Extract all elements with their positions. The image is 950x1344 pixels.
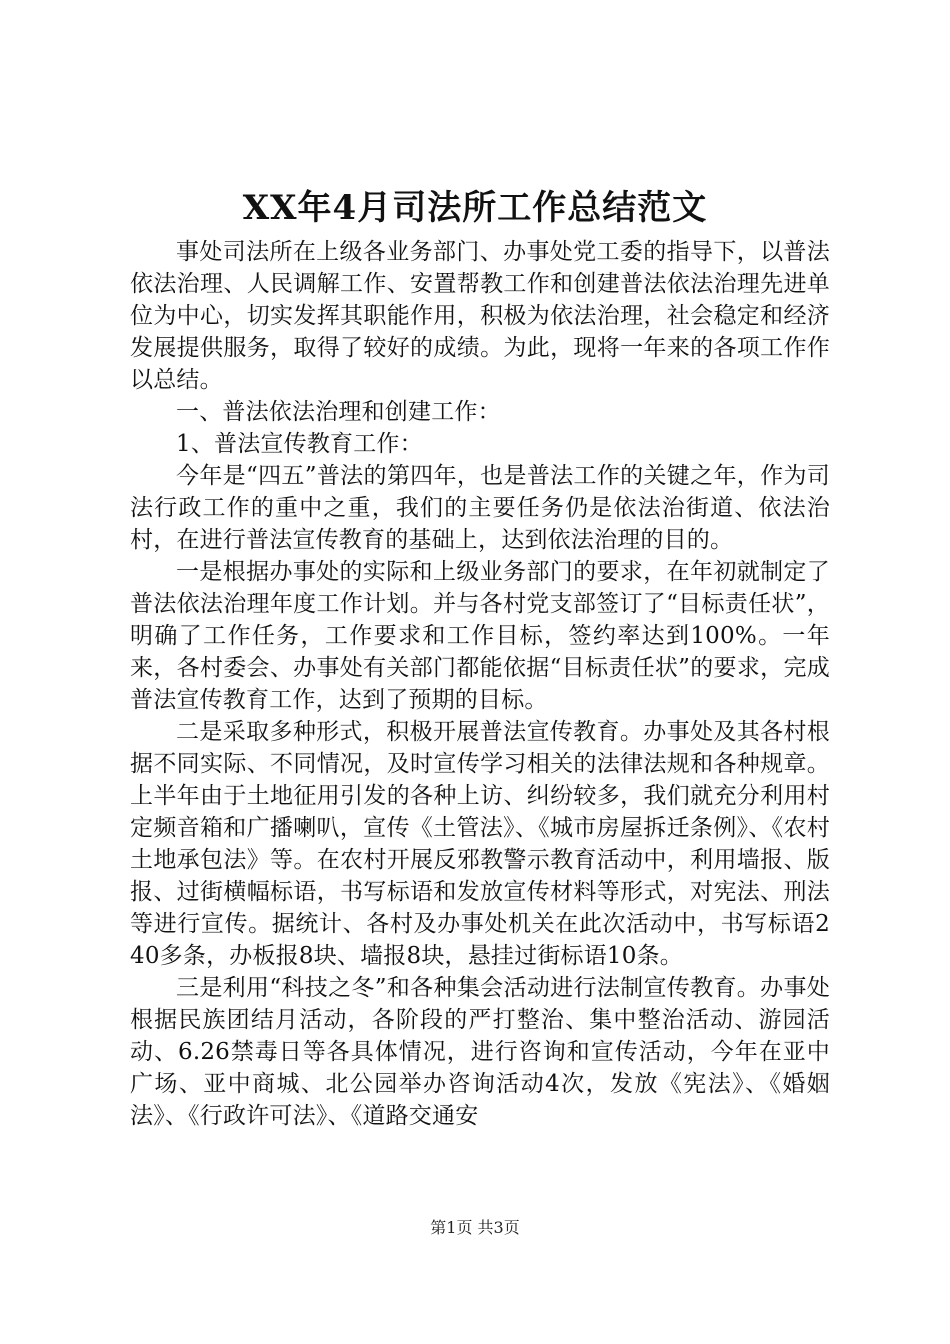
section-heading-1: 一、普法依法治理和创建工作： bbox=[176, 399, 501, 425]
page-footer: 第1页 共3页 bbox=[430, 1218, 520, 1237]
subsection-heading-1-1: 1、普法宣传教育工作： bbox=[176, 431, 423, 457]
document-title: XX年4月司法所工作总结范文 bbox=[242, 188, 708, 228]
paragraph-intro: 事处司法所在上级各业务部门、办事处党工委的指导下，以普法依法治理、人民调解工作、安置帮教工作和创建普法依法治理先进单位为中心，切实发挥其职能作用，积极为依法治理，社会稳定和经济发展提供服务，取得了较好的成绩。为此，现将一年来的各项工作作以总结。 bbox=[130, 239, 830, 393]
paragraph-point-one: 一是根据办事处的实际和上级业务部门的要求，在年初就制定了普法依法治理年度工作计划。并与各村党支部签订了“目标责任状”，明确了工作任务，工作要求和工作目标，签约率达到100%。一年来，各村委会、办事处有关部门都能依据“目标责任状”的要求，完成普法宣传教育工作，达到了预期的目标。 bbox=[130, 559, 830, 713]
document-body bbox=[130, 236, 830, 1132]
paragraph-overview: 今年是“四五”普法的第四年，也是普法工作的关键之年，作为司法行政工作的重中之重，我们的主要任务仍是依法治街道、依法治村，在进行普法宣传教育的基础上，达到依法治理的目的。 bbox=[130, 463, 830, 553]
paragraph-point-three: 三是利用“科技之冬”和各种集会活动进行法制宣传教育。办事处根据民族团结月活动，各阶段的严打整治、集中整治活动、游园活动、6.26禁毒日等各具体情况，进行咨询和宣传活动，今年在亚中广场、亚中商城、北公园举办咨询活动4次，发放《宪法》、《婚姻法》、《行政许可法》、《道路交通安 bbox=[130, 975, 830, 1129]
paragraph-point-two: 二是采取多种形式，积极开展普法宣传教育。办事处及其各村根据不同实际、不同情况，及时宣传学习相关的法律法规和各种规章。上半年由于土地征用引发的各种上访、纠纷较多，我们就充分利用村定频音箱和广播喇叭，宣传《土管法》、《城市房屋拆迁条例》、《农村土地承包法》等。在农村开展反邪教警示教育活动中，利用墙报、版报、过街横幅标语，书写标语和发放宣传材料等形式，对宪法、刑法等进行宣传。据统计、各村及办事处机关在此次活动中，书写标语240多条，办板报8块、墙报8块，悬挂过街标语10条。 bbox=[130, 719, 830, 969]
